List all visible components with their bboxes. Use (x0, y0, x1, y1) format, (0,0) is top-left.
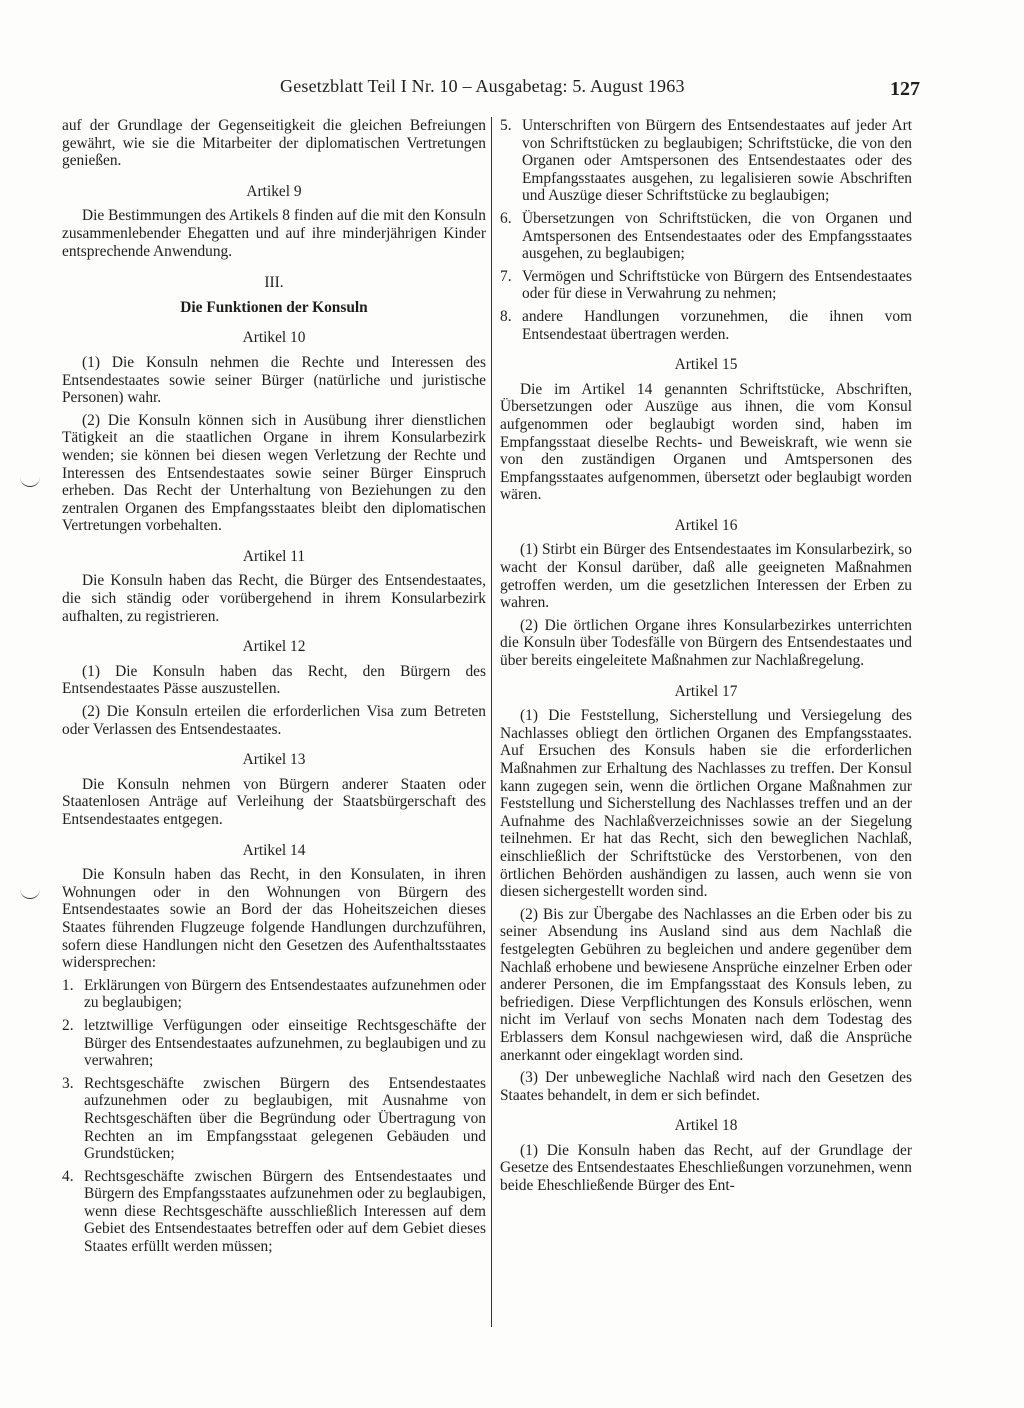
enumerated-list (62, 977, 486, 1256)
list-item (500, 210, 912, 263)
paragraph: (2) Bis zur Übergabe des Nachlasses an die Erben oder bis zu seiner Absendung ins Ausland sind aus dem Nachlaß die festgelegten Gebühren zu begleichen und andere gegenüber dem Nachlaß erhobene und bewiesene Ansprüche einzelner Erben oder anderer Personen, die im Empfangsstaat des Konsuls leben, zu befriedigen. Diese Verpflichtungen des Konsuls erlöschen, wenn nicht im Verlauf von sechs Monaten nach dem Todestag des Erblassers dem Konsul nachgewiesen wird, daß die Ansprüche anerkannt oder eingeklagt worden sind. (500, 905, 912, 1064)
list-item-text: Rechtsgeschäfte zwischen Bürgern des Entsendestaates und Bürgern des Empfangsstaates aufzunehmen oder zu beglaubigen, wenn diese Rechtsgeschäfte ausschließlich Interessen auf dem Gebiet des Entsendestaates betreffen oder auf dem Gebiet dieses Staates erfüllt werden müssen; (84, 1167, 486, 1256)
paragraph: (1) Stirbt ein Bürger des Entsendestaates im Konsularbezirk, so wacht der Konsul darüber, daß alle geeigneten Maßnahmen getroffen werden, um die gesetzlichen Interessen der Erben zu wahren. (500, 541, 912, 612)
list-item (500, 268, 912, 303)
list-number: 7. (500, 267, 512, 285)
paragraph: (1) Die Feststellung, Sicherstellung und Versiegelung des Nachlasses obliegt den örtlichen Organen des Empfangsstaates. Auf Ersuchen des Konsuls haben sie die erforderlichen Maßnahmen zur Erhaltung des Nachlasses zu treffen. Der Konsul kann zugegen sein, wenn die örtlichen Organe Maßnahmen zur Feststellung und Sicherstellung des Nachlasses treffen und an der Aufnahme des Nachlaßverzeichnisses sowie an der Siegelung teilnehmen. Er hat das Recht, sich den beweglichen Nachlaß, einschließlich der Schriftstücke des Verstorbenen, von den örtlichen Behörden aushändigen zu lassen, auch wenn sie von diesen sichergestellt worden sind. (500, 707, 912, 901)
list-number: 2. (62, 1016, 74, 1034)
margin-mark (20, 476, 40, 487)
right-column (500, 117, 912, 1200)
list-item (500, 117, 912, 205)
paragraph: auf der Grundlage der Gegenseitigkeit die gleichen Befreiungen gewährt, wie sie die Mitarbeiter der diplomatischen Vertretungen genießen. (62, 117, 486, 170)
list-number: 1. (62, 976, 74, 994)
paragraph: (3) Der unbewegliche Nachlaß wird nach den Gesetzen des Staates behandelt, in dem er sich befindet. (500, 1069, 912, 1104)
section-title: Die Funktionen der Konsuln (180, 298, 368, 316)
page-header (60, 74, 920, 104)
article-heading: Artikel 16 (674, 516, 738, 534)
column-divider (491, 117, 492, 1327)
list-item-text: andere Handlungen vorzunehmen, die ihnen vom Entsendestaat übertragen werden. (522, 307, 912, 343)
article-heading: Artikel 11 (242, 547, 306, 565)
left-column (62, 117, 486, 1261)
list-number: 4. (62, 1167, 74, 1185)
section-number: III. (264, 274, 284, 292)
paragraph: (1) Die Konsuln haben das Recht, den Bürgern des Entsendestaates Pässe auszustellen. (62, 662, 486, 698)
paragraph: Die Bestimmungen des Artikels 8 finden auf die mit den Konsuln zusammenlebender Ehegatten und auf ihre minderjährigen Kinder entsprechende Anwendung. (62, 207, 486, 260)
article-heading: Artikel 12 (242, 638, 306, 656)
paragraph: (1) Die Konsuln haben das Recht, auf der Grundlage der Gesetze des Entsendestaates Eheschließungen vorzunehmen, wenn beide Eheschließende Bürger des Ent- (500, 1141, 912, 1195)
gazette-header-title: Gesetzblatt Teil I Nr. 10 – Ausgabetag: 5. August 1963 (280, 76, 685, 96)
article-heading: Artikel 15 (674, 356, 738, 374)
paragraph: (2) Die Konsuln erteilen die erforderlichen Visa zum Betreten oder Verlassen des Entsendestaates. (62, 703, 486, 738)
article-heading: Artikel 14 (242, 841, 306, 859)
article-heading: Artikel 18 (674, 1117, 738, 1135)
list-item (62, 1075, 486, 1163)
paragraph: (2) Die Konsuln können sich in Ausübung ihrer dienstlichen Tätigkeit an die staatlichen Organe in ihrem Konsularbezirk wenden; sie können bei diesen wegen Verletzung der Rechte und Interessen des Entsendestaates sowie seiner Bürger Einspruch erheben. Das Recht der Unterhaltung von Beziehungen zu den zentralen Organen des Empfangsstaates bleibt den diplomatischen Vertretungen vorbehalten. (62, 411, 486, 535)
list-item-text: Rechtsgeschäfte zwischen Bürgern des Entsendestaates aufzunehmen oder zu beglaubigen, mit Ausnahme von Rechtsgeschäften über die Begründung oder Übertragung von Rechten an im Empfangsstaat gelegenen Gebäuden und Grundstücken; (84, 1074, 486, 1163)
paragraph: Die im Artikel 14 genannten Schriftstücke, Abschriften, Übersetzungen oder Auszüge aus ihnen, die vom Konsul aufgenommen oder beglaubigt worden sind, haben im Empfangsstaat dieselbe Rechts- und Beweiskraft, wie wenn sie von den zuständigen Organen und Amtspersonen des Empfangsstaates aufgenommen, übersetzt oder beglaubigt worden wären. (500, 380, 912, 504)
article-heading: Artikel 10 (242, 329, 306, 347)
page-number: 127 (890, 78, 920, 100)
paragraph: (1) Die Konsuln nehmen die Rechte und Interessen des Entsendestaates sowie seiner Bürger (natürliche und juristische Personen) wahr. (62, 353, 486, 407)
article-heading: Artikel 9 (246, 182, 302, 200)
list-item (62, 1168, 486, 1256)
list-item (62, 977, 486, 1012)
paragraph: (2) Die örtlichen Organe ihres Konsularbezirkes unterrichten die Konsuln über Todesfälle von Bürgern des Entsendestaates und über bereits eingeleitete Maßnahmen zur Nachlaßregelung. (500, 616, 912, 670)
paragraph: Die Konsuln haben das Recht, in den Konsulaten, in ihren Wohnungen oder in den Wohnungen von Bürgern des Entsendestaates sowie an Bord der das Hoheitszeichen dieses Staates führenden Flugzeuge folgende Handlungen durchzuführen, sofern diese Handlungen nicht den Gesetzen des Aufenthaltsstaates widersprechen: (62, 866, 486, 972)
enumerated-list (500, 117, 912, 343)
list-item (500, 308, 912, 343)
list-item-text: Unterschriften von Bürgern des Entsendestaates auf jeder Art von Schriftstücken zu beglaubigen; Schriftstücke, die von den Organen oder Amtspersonen des Entsendestaates oder des Empfangsstaates ausgehen, zu legalisieren sowie Abschriften und Auszüge dieser Schriftstücke zu beglaubigen; (522, 117, 912, 205)
article-heading: Artikel 13 (242, 751, 306, 769)
list-number: 8. (500, 307, 512, 325)
list-item-text: letztwillige Verfügungen oder einseitige Rechtsgeschäfte der Bürger des Entsendestaates aufzunehmen, zu beglaubigen und zu verwahren; (84, 1016, 486, 1070)
list-number: 5. (500, 117, 512, 134)
list-item-text: Übersetzungen von Schriftstücken, die von Organen und Amtspersonen des Entsendestaates oder des Empfangsstaates ausgehen, zu beglaubigen; (522, 209, 912, 263)
list-number: 3. (62, 1074, 74, 1092)
paragraph: Die Konsuln nehmen von Bürgern anderer Staaten oder Staatenlosen Anträge auf Verleihung der Staatsbürgerschaft des Entsendestaates entgegen. (62, 775, 486, 828)
list-item-text: Vermögen und Schriftstücke von Bürgern des Entsendestaates oder für diese in Verwahrung zu nehmen; (522, 267, 912, 303)
list-number: 6. (500, 209, 512, 227)
paragraph: Die Konsuln haben das Recht, die Bürger des Entsendestaates, die sich ständig oder vorübergehend in ihrem Konsularbezirk aufhalten, zu registrieren. (62, 572, 486, 625)
article-heading: Artikel 17 (674, 682, 738, 700)
list-item-text: Erklärungen von Bürgern des Entsendestaates aufzunehmen oder zu beglaubigen; (84, 976, 486, 1012)
margin-mark (20, 888, 40, 899)
list-item (62, 1017, 486, 1070)
